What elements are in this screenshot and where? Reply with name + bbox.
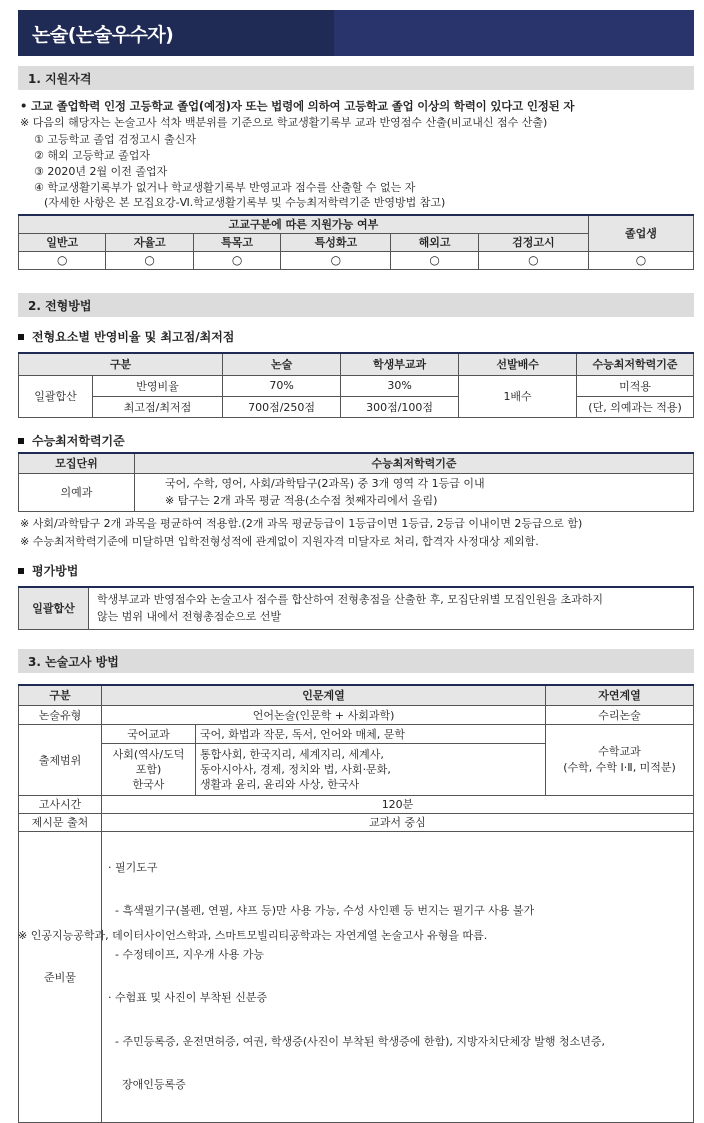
school-type-col: 검정고시 xyxy=(478,233,588,251)
eligibility-mark: ○ xyxy=(589,251,694,269)
subheading-ratio xyxy=(18,328,234,345)
school-type-col: 특목고 xyxy=(193,233,280,251)
scope-social-label: 사회(역사/도덕 xyxy=(112,747,185,761)
ratio-header: 선발배수 xyxy=(459,353,577,375)
page-title: 논술(논술우수자) xyxy=(32,23,174,46)
ratio-header: 구분 xyxy=(19,353,223,375)
ratio-record: 30% xyxy=(341,375,459,396)
eligibility-mark: ○ xyxy=(106,251,193,269)
prep-line: 장애인등록증 xyxy=(108,1078,186,1091)
eval-label: 일괄합산 xyxy=(19,587,89,629)
eligibility-items-note: (자세한 사항은 본 모집요강-Ⅵ.학교생활기록부 및 수능최저학력기준 반영방법 참고) xyxy=(44,196,446,209)
scope-social-label: 한국사 xyxy=(132,777,165,791)
min-std-line: ※ 탐구는 2개 과목 평균 적용(소수점 첫째자리에서 올림) xyxy=(165,494,438,507)
min-std-table xyxy=(18,452,694,512)
eval-line: 학생부교과 반영점수와 논술고사 점수를 합산하여 전형총점을 산출한 후, 모집단위별 모집인원을 초과하지 xyxy=(97,593,604,607)
scope-social: 동아시아사, 경제, 정치와 법, 사회·문화, xyxy=(200,762,391,776)
prep-line: · 수험표 및 사진이 부착된 신분증 xyxy=(108,991,268,1004)
exam-passage: 교과서 중심 xyxy=(102,813,694,831)
school-type-col: 일반고 xyxy=(19,233,106,251)
ratio-table xyxy=(18,352,694,418)
min-std-line: 국어, 수학, 영어, 사회/과학탐구(2과목) 중 3개 영역 각 1등급 이내 xyxy=(165,477,485,490)
subheading-eval xyxy=(18,562,78,579)
ratio-multiplier: 1배수 xyxy=(459,375,577,417)
school-type-col: 자율고 xyxy=(106,233,193,251)
exam-type-nat: 수리논술 xyxy=(546,705,694,724)
ratio-header: 수능최저학력기준 xyxy=(577,353,694,375)
ratio-row-label: 일괄합산 xyxy=(19,375,93,417)
min-std-note: ※ 사회/과학탐구 2개 과목을 평균하여 적용함.(2개 과목 평균등급이 1등급이면 1등급, 2등급 이내이면 2등급으로 함) xyxy=(20,517,583,530)
scope-korean-label: 국어교과 xyxy=(102,724,196,743)
exam-time: 120분 xyxy=(102,795,694,813)
school-type-table xyxy=(18,214,694,270)
exam-row-label: 출제범위 xyxy=(19,724,102,795)
exam-row-label: 제시문 출처 xyxy=(19,813,102,831)
eval-line: 않는 범위 내에서 전형총점순으로 선발 xyxy=(97,610,282,624)
scope-nat: (수학, 수학 Ⅰ·Ⅱ, 미적분) xyxy=(563,760,676,774)
ratio-min-std-note: (단, 의예과는 적용) xyxy=(577,396,694,417)
exam-row-label: 준비물 xyxy=(19,831,102,1122)
eligibility-bullet: • 고교 졸업학력 인정 고등학교 졸업(예정)자 또는 법령에 의하여 고등학교 졸업 이상의 학력이 있다고 인정된 자 xyxy=(20,99,575,113)
section-3-heading: 3. 논술고사 방법 xyxy=(18,649,694,673)
exam-row-label: 논술유형 xyxy=(19,705,102,724)
subheading-min-std xyxy=(18,432,125,449)
exam-header: 인문계열 xyxy=(102,685,546,705)
eligibility-item: ④ 학교생활기록부가 없거나 학교생활기록부 반영교과 점수를 산출할 수 없는 자 xyxy=(34,181,416,194)
scope-social-label: 포함) xyxy=(135,762,162,776)
eligibility-mark: ○ xyxy=(391,251,478,269)
scope-social: 생활과 윤리, 윤리와 사상, 한국사 xyxy=(200,777,360,791)
prep-line: - 수정테이프, 지우개 사용 가능 xyxy=(108,947,264,961)
ratio-essay: 70% xyxy=(223,375,341,396)
school-type-col: 특성화고 xyxy=(281,233,391,251)
school-type-group-header: 고교구분에 따른 지원가능 여부 xyxy=(19,215,589,233)
square-bullet-icon xyxy=(18,438,24,444)
exam-type-hum: 언어논술(인문학 + 사회과학) xyxy=(102,705,546,724)
section-2-heading: 2. 전형방법 xyxy=(18,293,694,317)
subheading-eval-text: 평가방법 xyxy=(32,564,79,578)
eligibility-mark: ○ xyxy=(19,251,106,269)
min-std-note: ※ 수능최저학력기준에 미달하면 입학전형성적에 관계없이 지원자격 미달자로 처리, 합격자 사정대상 제외함. xyxy=(20,535,539,548)
ratio-min-std: 미적용 xyxy=(577,375,694,396)
prep-line: - 흑색필기구(볼펜, 연필, 샤프 등)만 사용 가능, 수성 사인펜 등 번지는 필기구 사용 불가 xyxy=(108,904,535,917)
min-std-unit: 의예과 xyxy=(19,473,135,511)
section-1-heading: 1. 지원자격 xyxy=(18,66,694,90)
exam-method-table xyxy=(18,684,694,1123)
min-std-header: 모집단위 xyxy=(19,453,135,473)
page-title-bar xyxy=(18,10,694,56)
subheading-min-std-text: 수능최저학력기준 xyxy=(32,434,125,448)
ratio-header: 논술 xyxy=(223,353,341,375)
exam-row-label: 고사시간 xyxy=(19,795,102,813)
ratio-sub-label: 최고점/최저점 xyxy=(93,396,223,417)
exam-header: 자연계열 xyxy=(546,685,694,705)
eligibility-mark: ○ xyxy=(281,251,391,269)
ratio-record: 300점/100점 xyxy=(341,396,459,417)
scope-nat: 수학교과 xyxy=(598,744,641,758)
eligibility-item: ② 해외 고등학교 졸업자 xyxy=(34,149,150,162)
prep-line: - 주민등록증, 운전면허증, 여권, 학생증(사진이 부착된 학생증에 한함), 지방자치단체장 발행 청소년증, xyxy=(108,1034,606,1048)
scope-korean: 국어, 화법과 작문, 독서, 언어와 매체, 문학 xyxy=(196,724,546,743)
graduate-header: 졸업생 xyxy=(589,215,694,251)
title-accent xyxy=(334,10,694,56)
school-type-col: 해외고 xyxy=(391,233,478,251)
ratio-header: 학생부교과 xyxy=(341,353,459,375)
min-std-header: 수능최저학력기준 xyxy=(135,453,694,473)
eligibility-mark: ○ xyxy=(478,251,588,269)
ratio-essay: 700점/250점 xyxy=(223,396,341,417)
eligibility-item: ③ 2020년 2월 이전 졸업자 xyxy=(34,165,168,178)
eligibility-note: ※ 다음의 해당자는 논술고사 석차 백분위를 기준으로 학교생활기록부 교과 반영점수 산출(비교내신 점수 산출) xyxy=(20,116,548,129)
eligibility-item: ① 고등학교 졸업 검정고시 출신자 xyxy=(34,133,196,146)
subheading-ratio-text: 전형요소별 반영비율 및 최고점/최저점 xyxy=(32,330,235,344)
eligibility-mark: ○ xyxy=(193,251,280,269)
ratio-sub-label: 반영비율 xyxy=(93,375,223,396)
scope-social: 통합사회, 한국지리, 세계지리, 세계사, xyxy=(200,747,384,761)
square-bullet-icon xyxy=(18,334,24,340)
exam-header: 구분 xyxy=(19,685,102,705)
eval-table xyxy=(18,586,694,630)
square-bullet-icon xyxy=(18,568,24,574)
prep-line: · 필기도구 xyxy=(108,860,158,874)
exam-footnote: ※ 인공지능공학과, 데이터사이언스학과, 스마트모빌리티공학과는 자연계열 논술고사 유형을 따름. xyxy=(18,929,488,942)
